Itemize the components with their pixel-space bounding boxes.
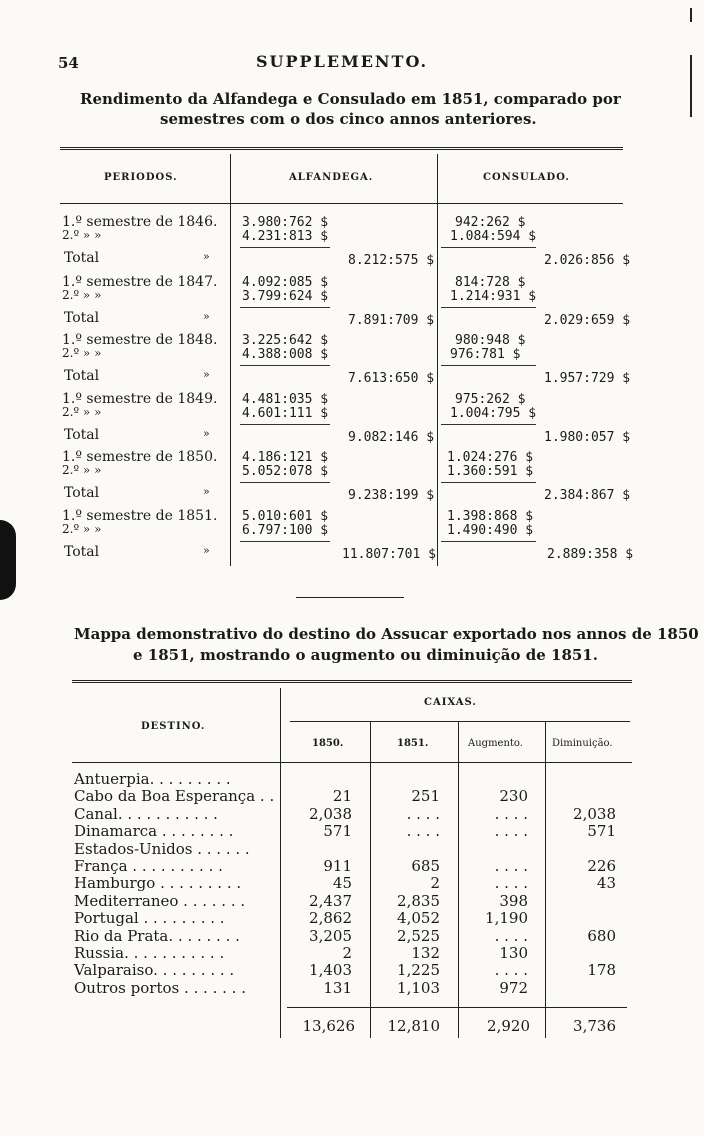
alfandega-total: 7.891:709 $ — [348, 313, 435, 328]
alfandega-total: 11.807:701 $ — [342, 547, 436, 562]
total-1850: 13,626 — [302, 1017, 355, 1035]
subtotal-rule — [240, 482, 330, 483]
subtotal-rule — [240, 247, 330, 248]
value-augmento: 398 — [499, 891, 528, 910]
subtotal-rule — [441, 247, 536, 248]
period-row1-label: 1.º semestre de 1846. — [62, 214, 218, 230]
value-1850: 3,205 — [309, 926, 352, 945]
consulado-semester1: 980:948 $ — [455, 333, 526, 348]
value-1851: 1,103 — [397, 978, 440, 997]
consulado-semester2: 1.084:594 $ — [450, 229, 537, 244]
value-1850: 911 — [323, 857, 352, 875]
consulado-semester1: 942:262 $ — [455, 215, 526, 230]
value-diminuicao: 2,038 — [573, 804, 616, 823]
value-augmento: . . . . — [494, 926, 528, 945]
table2-title-line2: e 1851, mostrando o augmento ou diminuição de 1851. — [133, 646, 598, 664]
value-1850: 571 — [323, 822, 352, 841]
alfandega-semester2: 4.388:008 $ — [242, 347, 329, 362]
total-label: Total — [64, 310, 100, 326]
subtotal-rule — [441, 541, 536, 542]
page-edge-marker — [0, 520, 16, 600]
total-ditto-mark: » — [203, 250, 210, 263]
subtotal-rule — [240, 365, 330, 366]
destination-name: Russia. . . . . . . . . . . — [74, 944, 225, 962]
destination-name: Mediterraneo . . . . . . . — [74, 891, 246, 910]
value-augmento: . . . . — [494, 857, 528, 875]
consulado-total: 2.889:358 $ — [547, 547, 634, 562]
value-augmento: . . . . — [494, 874, 528, 893]
table2-col-divider — [280, 688, 281, 1038]
alfandega-semester1: 4.186:121 $ — [242, 450, 329, 465]
table1-top-rule — [60, 147, 623, 150]
value-augmento: . . . . — [494, 804, 528, 823]
value-1851: 251 — [411, 787, 440, 806]
alfandega-semester2: 3.799:624 $ — [242, 289, 329, 304]
value-augmento: 972 — [499, 978, 528, 997]
header-1851: 1851. — [397, 738, 429, 749]
header-caixas: CAIXAS. — [424, 697, 477, 708]
destination-name: Cabo da Boa Esperança . . — [74, 787, 275, 806]
period-row1-label: 1.º semestre de 1849. — [62, 391, 218, 407]
value-1851: 1,225 — [397, 961, 440, 980]
alfandega-total: 9.082:146 $ — [348, 430, 435, 445]
value-1851: 2,525 — [397, 926, 440, 945]
period-row1-label: 1.º semestre de 1848. — [62, 332, 218, 348]
destination-name: França . . . . . . . . . . — [74, 857, 223, 875]
table2-header-rule — [72, 762, 632, 763]
value-1850: 45 — [332, 874, 352, 893]
value-1851: 2 — [430, 874, 440, 893]
table1-col-divider — [230, 154, 231, 566]
value-1851: 2,835 — [397, 891, 440, 910]
table2-total-rule — [287, 1007, 627, 1008]
subtotal-rule — [240, 541, 330, 542]
value-diminuicao: 226 — [587, 857, 616, 875]
value-1851: . . . . — [406, 822, 440, 841]
destination-name: Canal. . . . . . . . . . . — [74, 804, 218, 823]
period-row1-label: 1.º semestre de 1850. — [62, 449, 218, 465]
consulado-semester2: 1.004:795 $ — [450, 406, 537, 421]
total-label: Total — [64, 368, 100, 384]
table1-col-divider — [437, 154, 438, 566]
page-header: SUPPLEMENTO. — [256, 52, 429, 71]
consulado-total: 2.384:867 $ — [544, 488, 631, 503]
value-1850: 21 — [332, 787, 352, 806]
total-ditto-mark: » — [203, 485, 210, 498]
consulado-semester1: 975:262 $ — [455, 392, 526, 407]
value-1850: 1,403 — [309, 961, 352, 980]
total-label: Total — [64, 250, 100, 266]
page-number: 54 — [58, 54, 79, 72]
period-row1-label: 1.º semestre de 1851. — [62, 508, 218, 524]
subtotal-rule — [441, 482, 536, 483]
consulado-semester2: 1.360:591 $ — [447, 464, 534, 479]
total-ditto-mark: » — [203, 368, 210, 381]
value-1851: 685 — [411, 857, 440, 875]
consulado-semester2: 1.214:931 $ — [450, 289, 537, 304]
destination-name: Hamburgo . . . . . . . . . — [74, 874, 242, 893]
value-augmento: . . . . — [494, 822, 528, 841]
table2-col-divider — [370, 722, 371, 1038]
subtotal-rule — [441, 365, 536, 366]
value-augmento: 1,190 — [485, 909, 528, 928]
consulado-total: 2.026:856 $ — [544, 253, 631, 268]
period-row2-label: 2.º » » — [62, 288, 102, 302]
consulado-semester1: 814:728 $ — [455, 275, 526, 290]
total-label: Total — [64, 544, 100, 560]
period-row2-label: 2.º » » — [62, 405, 102, 419]
scan-edge-mark — [690, 55, 692, 117]
consulado-semester1: 1.024:276 $ — [447, 450, 534, 465]
header-destino: DESTINO. — [141, 721, 206, 732]
alfandega-total: 8.212:575 $ — [348, 253, 435, 268]
alfandega-semester2: 4.601:111 $ — [242, 406, 329, 421]
alfandega-semester1: 3.980:762 $ — [242, 215, 329, 230]
subtotal-rule — [441, 307, 536, 308]
total-ditto-mark: » — [203, 427, 210, 440]
table2-top-rule — [72, 680, 632, 683]
header-1850: 1850. — [312, 738, 344, 749]
period-row2-label: 2.º » » — [62, 463, 102, 477]
subtotal-rule — [240, 424, 330, 425]
period-row2-label: 2.º » » — [62, 346, 102, 360]
value-augmento: 230 — [499, 787, 528, 806]
value-diminuicao: 43 — [596, 874, 616, 893]
alfandega-semester1: 3.225:642 $ — [242, 333, 329, 348]
destination-name: Estados-Unidos . . . . . . — [74, 839, 250, 858]
period-row1-label: 1.º semestre de 1847. — [62, 274, 218, 290]
table2-col-divider — [545, 722, 546, 1038]
header-augmento: Augmento. — [468, 738, 523, 749]
table1-header-rule — [60, 203, 623, 204]
value-augmento: 130 — [499, 944, 528, 962]
destination-name: Antuerpia. . . . . . . . . — [74, 770, 231, 788]
total-ditto-mark: » — [203, 310, 210, 323]
value-augmento: . . . . — [494, 961, 528, 980]
value-1851: 4,052 — [397, 909, 440, 928]
consulado-total: 1.957:729 $ — [544, 371, 631, 386]
alfandega-semester2: 6.797:100 $ — [242, 523, 329, 538]
table1-title-line1: Rendimento da Alfandega e Consulado em 1851, comparado por — [80, 90, 621, 108]
consulado-semester2: 976:781 $ — [450, 347, 521, 362]
period-row2-label: 2.º » » — [62, 522, 102, 536]
subtotal-rule — [240, 307, 330, 308]
destination-name: Outros portos . . . . . . . — [74, 978, 246, 997]
header-consulado: CONSULADO. — [483, 172, 570, 183]
subtotal-rule — [441, 424, 536, 425]
header-periodos: PERIODOS. — [104, 172, 178, 183]
consulado-semester2: 1.490:490 $ — [447, 523, 534, 538]
alfandega-semester1: 4.481:035 $ — [242, 392, 329, 407]
table1-title-line2: semestres com o dos cinco annos anteriores. — [160, 110, 537, 128]
caixas-brace-rule — [290, 721, 630, 722]
alfandega-semester2: 5.052:078 $ — [242, 464, 329, 479]
header-alfandega: ALFANDEGA. — [289, 172, 374, 183]
alfandega-semester1: 5.010:601 $ — [242, 509, 329, 524]
alfandega-total: 7.613:650 $ — [348, 371, 435, 386]
value-1851: 132 — [411, 944, 440, 962]
total-diminuicao: 3,736 — [573, 1017, 616, 1035]
total-augmento: 2,920 — [487, 1017, 530, 1035]
consulado-total: 2.029:659 $ — [544, 313, 631, 328]
value-1850: 2,862 — [309, 909, 352, 928]
alfandega-semester2: 4.231:813 $ — [242, 229, 329, 244]
value-1850: 131 — [323, 978, 352, 997]
destination-name: Rio da Prata. . . . . . . . — [74, 926, 240, 945]
separator-rule — [296, 597, 404, 598]
value-1850: 2 — [342, 944, 352, 962]
period-row2-label: 2.º » » — [62, 228, 102, 242]
destination-name: Dinamarca . . . . . . . . — [74, 822, 234, 841]
header-diminuicao: Diminuição. — [552, 738, 613, 749]
total-label: Total — [64, 427, 100, 443]
value-1850: 2,038 — [309, 804, 352, 823]
alfandega-semester1: 4.092:085 $ — [242, 275, 329, 290]
scan-edge-mark — [690, 8, 692, 22]
total-1851: 12,810 — [387, 1017, 440, 1035]
total-label: Total — [64, 485, 100, 501]
table2-col-divider — [458, 722, 459, 1038]
value-diminuicao: 178 — [587, 961, 616, 980]
consulado-total: 1.980:057 $ — [544, 430, 631, 445]
destination-name: Portugal . . . . . . . . . — [74, 909, 225, 928]
consulado-semester1: 1.398:868 $ — [447, 509, 534, 524]
total-ditto-mark: » — [203, 544, 210, 557]
value-diminuicao: 680 — [587, 926, 616, 945]
table2-title-line1: Mappa demonstrativo do destino do Assucar exportado nos annos de 1850 — [74, 625, 699, 643]
value-1850: 2,437 — [309, 891, 352, 910]
value-1851: . . . . — [406, 804, 440, 823]
alfandega-total: 9.238:199 $ — [348, 488, 435, 503]
destination-name: Valparaiso. . . . . . . . . — [74, 961, 235, 980]
value-diminuicao: 571 — [587, 822, 616, 841]
